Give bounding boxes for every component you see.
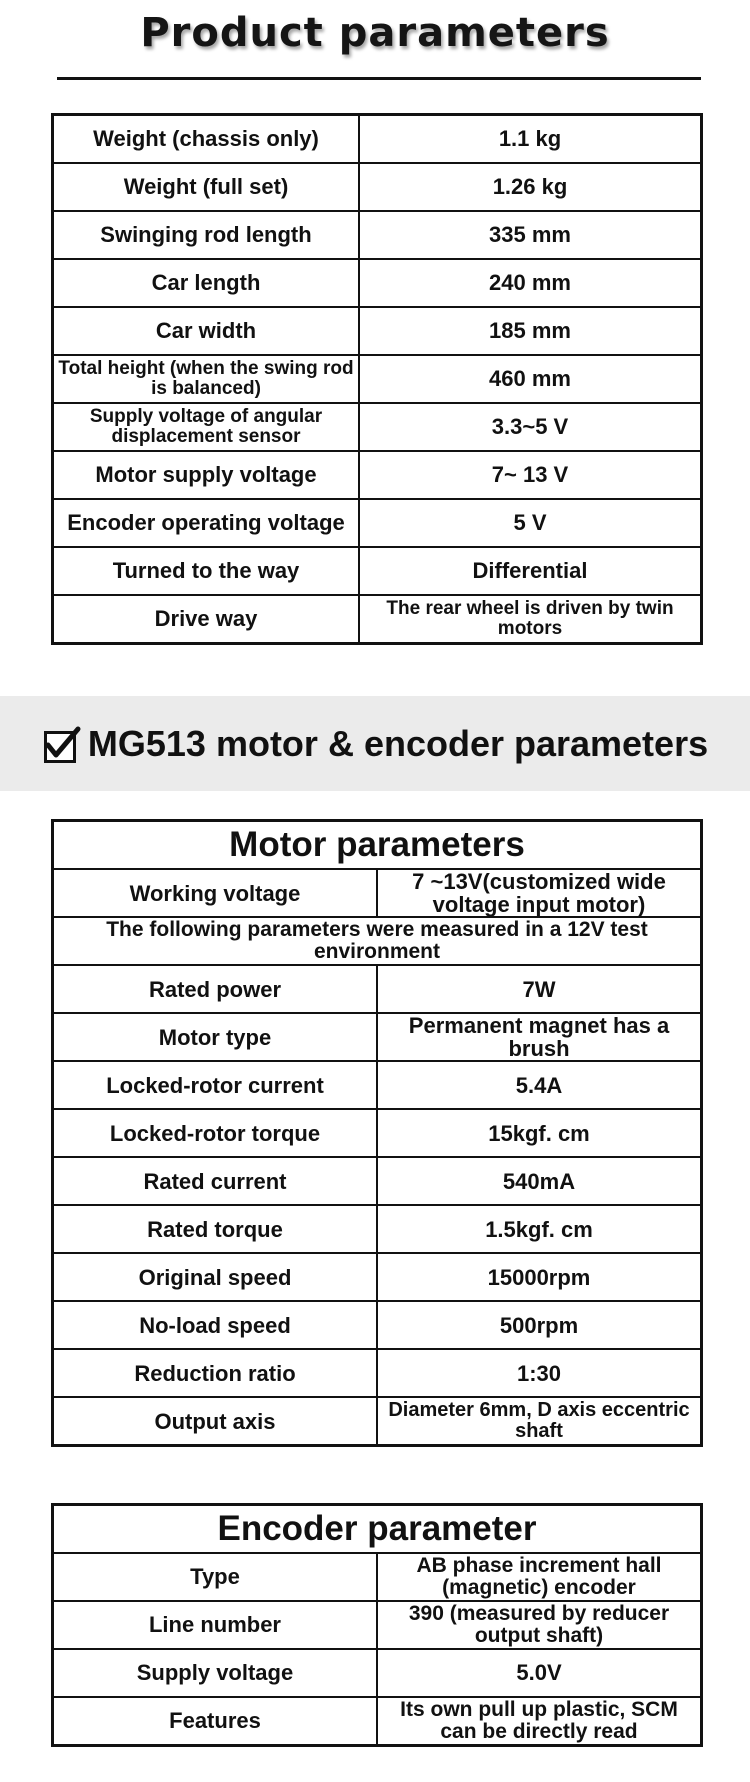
param-value: 15kgf. cm <box>377 1109 702 1157</box>
section-heading: MG513 motor & encoder parameters <box>87 722 709 764</box>
table-row <box>53 1061 702 1109</box>
param-label: Type <box>53 1553 378 1601</box>
param-label: Motor type <box>53 1013 378 1061</box>
param-label: Working voltage <box>53 869 378 917</box>
param-label: Drive way <box>53 595 360 644</box>
param-label: Car width <box>53 307 360 355</box>
table-header-row <box>53 821 702 870</box>
param-label: Encoder operating voltage <box>53 499 360 547</box>
table-row <box>53 307 702 355</box>
table-heading: Encoder parameter <box>53 1505 702 1554</box>
param-value: 1.26 kg <box>359 163 702 211</box>
param-value: 7W <box>377 965 702 1013</box>
param-label: Supply voltage of angular displacement sensor <box>53 403 360 451</box>
param-value: 15000rpm <box>377 1253 702 1301</box>
param-value: 240 mm <box>359 259 702 307</box>
product-parameters-table <box>51 113 703 645</box>
table-row <box>53 499 702 547</box>
table-row <box>53 1601 702 1649</box>
table-header-row <box>53 1505 702 1554</box>
table-row <box>53 355 702 403</box>
param-label: Total height (when the swing rod is balanced) <box>53 355 360 403</box>
table-row <box>53 869 702 917</box>
param-value: 335 mm <box>359 211 702 259</box>
param-value: Diameter 6mm, D axis eccentric shaft <box>377 1397 702 1446</box>
param-value: 540mA <box>377 1157 702 1205</box>
param-label: No-load speed <box>53 1301 378 1349</box>
checkbox-checked-icon <box>42 725 80 763</box>
param-label: Rated torque <box>53 1205 378 1253</box>
param-label: Rated power <box>53 965 378 1013</box>
motor-parameters-table <box>51 819 703 1447</box>
param-value: 500rpm <box>377 1301 702 1349</box>
param-value: 1:30 <box>377 1349 702 1397</box>
table-row <box>53 451 702 499</box>
table-row <box>53 1553 702 1601</box>
param-label: Weight (full set) <box>53 163 360 211</box>
table-row <box>53 1109 702 1157</box>
table-row <box>53 1205 702 1253</box>
table-row <box>53 115 702 164</box>
param-value: 460 mm <box>359 355 702 403</box>
param-label: Turned to the way <box>53 547 360 595</box>
section-banner <box>0 696 750 791</box>
param-value: 1.1 kg <box>359 115 702 164</box>
param-label: Locked-rotor torque <box>53 1109 378 1157</box>
table-note-row <box>53 917 702 965</box>
param-value: Permanent magnet has a brush <box>377 1013 702 1061</box>
table-row <box>53 1301 702 1349</box>
param-label: Line number <box>53 1601 378 1649</box>
param-value: AB phase increment hall (magnetic) encoder <box>377 1553 702 1601</box>
param-label: Weight (chassis only) <box>53 115 360 164</box>
param-label: Original speed <box>53 1253 378 1301</box>
measurement-note: The following parameters were measured in a 12V test environment <box>53 917 702 965</box>
table-row <box>53 1349 702 1397</box>
param-value: The rear wheel is driven by twin motors <box>359 595 702 644</box>
param-value: 3.3~5 V <box>359 403 702 451</box>
table-row <box>53 1253 702 1301</box>
encoder-parameters-table <box>51 1503 703 1747</box>
title-divider <box>57 77 701 80</box>
table-heading: Motor parameters <box>53 821 702 870</box>
param-value: 5.0V <box>377 1649 702 1697</box>
param-value: 185 mm <box>359 307 702 355</box>
param-value: 5.4A <box>377 1061 702 1109</box>
table-row <box>53 259 702 307</box>
param-label: Swinging rod length <box>53 211 360 259</box>
table-row <box>53 547 702 595</box>
param-label: Features <box>53 1697 378 1746</box>
table-row <box>53 1397 702 1446</box>
param-value: 390 (measured by reducer output shaft) <box>377 1601 702 1649</box>
table-row <box>53 965 702 1013</box>
param-label: Supply voltage <box>53 1649 378 1697</box>
param-value: 5 V <box>359 499 702 547</box>
page-title: Product parameters <box>140 10 610 56</box>
table-row <box>53 403 702 451</box>
param-label: Motor supply voltage <box>53 451 360 499</box>
table-row <box>53 163 702 211</box>
param-label: Output axis <box>53 1397 378 1446</box>
param-value: 1.5kgf. cm <box>377 1205 702 1253</box>
table-row <box>53 1013 702 1061</box>
param-label: Reduction ratio <box>53 1349 378 1397</box>
param-value: Its own pull up plastic, SCM can be directly read <box>377 1697 702 1746</box>
table-row <box>53 595 702 644</box>
param-label: Locked-rotor current <box>53 1061 378 1109</box>
param-value: 7 ~13V(customized wide voltage input motor) <box>377 869 702 917</box>
table-row <box>53 211 702 259</box>
param-label: Car length <box>53 259 360 307</box>
param-value: 7~ 13 V <box>359 451 702 499</box>
param-label: Rated current <box>53 1157 378 1205</box>
table-row <box>53 1649 702 1697</box>
param-value: Differential <box>359 547 702 595</box>
table-row <box>53 1697 702 1746</box>
table-row <box>53 1157 702 1205</box>
